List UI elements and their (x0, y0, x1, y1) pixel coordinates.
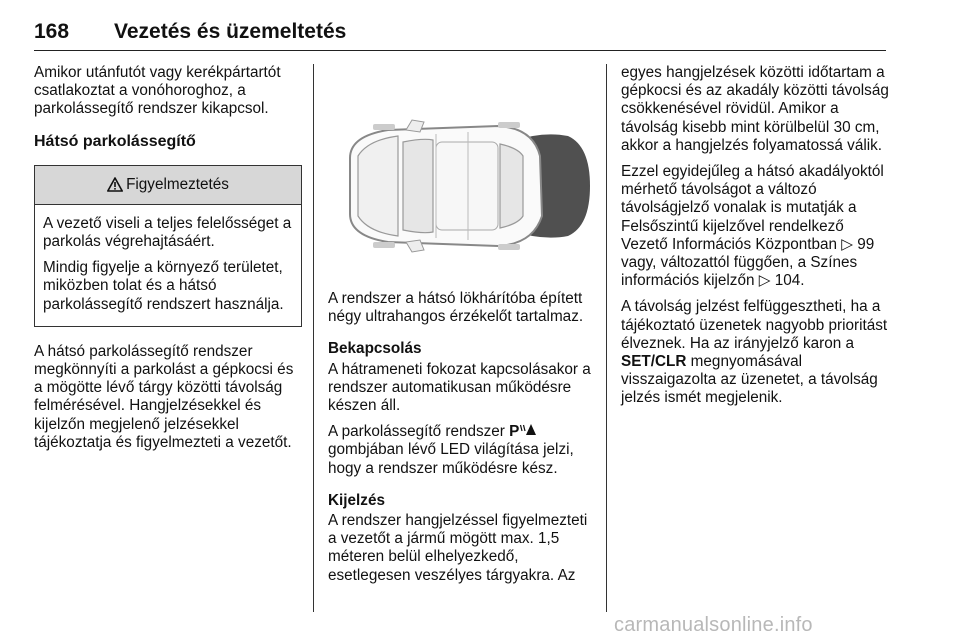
activation-text-after: gombjában lévő LED világítása jelzi, hogy a rendszer működésre kész. (328, 441, 574, 477)
activation-paragraph-2 (328, 423, 596, 478)
warning-box (34, 165, 302, 327)
parking-assist-symbol: P (509, 423, 520, 441)
subheading-indication: Kijelzés (328, 491, 385, 509)
col3-p2-text-end: . (800, 272, 805, 290)
col3-paragraph-2 (621, 163, 889, 290)
col3-p2-text-1: Ezzel egyidejűleg a hátsó akadályoktól mérhető távolságot a változó távolságjelző vonalak is mutatják a Felsőszintű kijelzővel rendelkező Vezető Információs Központban (621, 163, 884, 253)
warning-paragraph-1: A vezető viseli a teljes felelősséget a parkolás végrehajtásáért. (43, 214, 292, 251)
col3-p3-text-1: A távolság jelzést felfüggesztheti, ha a tájékoztató üzenetek nagyobb prioritást élveznek. Ha az irányjelző karon a (621, 298, 888, 352)
section-heading-rear-parking-assist: Hátsó parkolássegítő (34, 132, 196, 150)
page-header (34, 20, 886, 51)
page-number: 168 (34, 20, 70, 43)
column-2 (328, 290, 596, 593)
page-ref-1[interactable]: 99 (857, 235, 875, 253)
col3-p2-text-2: vagy, változattól függően, a Színes információs kijelzőn (621, 254, 858, 290)
column-divider-1 (313, 64, 314, 612)
column-3 (621, 64, 889, 416)
warning-paragraph-2: Mindig figyelje a környező területet, miközben tolat és a hátsó parkolássegítő rendszert használja. (43, 259, 284, 313)
warning-title (35, 166, 301, 205)
car-sensor-illustration (328, 96, 598, 276)
indication-paragraph: A rendszer hangjelzéssel figyelmezteti a vezetőt a jármű mögött max. 1,5 méteren belül elhelyezkedő, esetlegesen veszélyes tárgyakra. Az (328, 512, 588, 584)
parking-sensor-icon (519, 423, 537, 440)
col3-paragraph-3 (621, 298, 889, 407)
activation-paragraph-1: A hátrameneti fokozat kapcsolásakor a rendszer automatikusan működésre készen áll. (328, 360, 591, 415)
illustration-caption: A rendszer a hátsó lökhárítóba épített négy ultrahangos érzékelőt tartalmaz. (328, 290, 584, 326)
warning-body (35, 205, 301, 326)
col3-paragraph-1: egyes hangjelzések közötti időtartam a gépkocsi és az akadály közötti távolság csökkenésével rövidül. Amikor a távolság kisebb mint körülbelül 30 cm, akkor a hangjelzés folyamatossá válik. (621, 64, 889, 154)
col3-p3-text-2: megnyomásával visszaigazolta az üzenetet, a távolság jelzés ismét megjelenik. (621, 353, 878, 407)
set-clr-label: SET/CLR (621, 353, 687, 371)
chapter-title: Vezetés és üzemeltetés (114, 20, 347, 43)
warning-title-text: Figyelmeztetés (126, 175, 229, 193)
body-paragraph: A hátsó parkolássegítő rendszer megkönnyíti a parkolást a gépkocsi és a mögötte lévő tárgy közötti távolság felmérésével. Hangjelzésekkel és kijelzőn megjelenő jelzésekkel tájékoztatja és figyelmezteti a vezetőt. (34, 342, 294, 451)
subheading-activation: Bekapcsolás (328, 340, 422, 358)
page-ref-arrow-icon: ▷ (758, 272, 771, 290)
column-divider-2 (606, 64, 607, 612)
page-ref-arrow-icon: ▷ (841, 235, 854, 253)
column-1 (34, 64, 302, 460)
warning-triangle-icon (107, 177, 123, 192)
activation-text-before: A parkolássegítő rendszer (328, 423, 510, 441)
watermark: carmanualsonline.info (614, 614, 813, 636)
intro-paragraph: Amikor utánfutót vagy kerékpártartót csatlakoztat a vonóhoroghoz, a parkolássegítő rendszer kikapcsol. (34, 64, 281, 118)
page-ref-2[interactable]: 104 (774, 272, 801, 290)
